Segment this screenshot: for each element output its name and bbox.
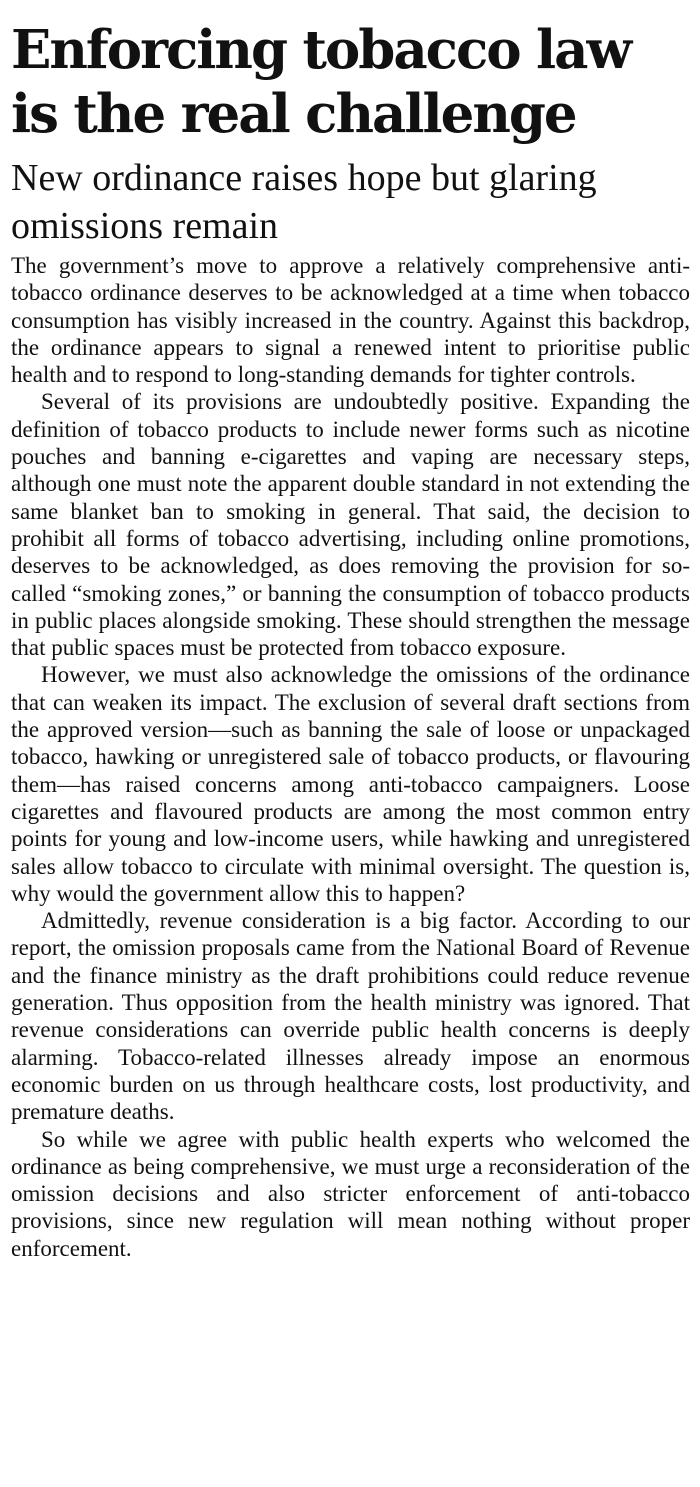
subheadline: New ordinance raises hope but glaring omissions remain <box>11 157 597 247</box>
paragraph-2: Several of its provisions are undoubtedly positive. Expanding the definition of tobacco products to include newer forms such as nicotine pouches and banning e-cigarettes and vaping are necessary steps, although one must note the apparent double standard in not extending the same blanket ban to smoking in general. That said, the decision to prohibit all forms of tobacco advertising, including online promotions, deserves to be acknowledged, as does removing the provision for so-called “smoking zones,” or banning the consumption of tobacco products in public places alongside smoking. These should strengthen the message that public spaces must be protected from tobacco exposure. <box>11 389 690 661</box>
article-body <box>11 252 690 1262</box>
paragraph-5: So while we agree with public health experts who welcomed the ordinance as being comprehensive, we must urge a reconsideration of the omission decisions and also stricter enforcement of anti-tobacco provisions, since new regulation will mean nothing without proper enforcement. <box>11 1126 690 1261</box>
paragraph-3: However, we must also acknowledge the omissions of the ordinance that can weaken its impact. The exclusion of several draft sections from the approved version—such as banning the sale of loose or unpackaged tobacco, hawking or unregistered sale of tobacco products, or flavouring them—has raised concerns among anti-tobacco campaigners. Loose cigarettes and flavoured products are among the most common entry points for young and low-income users, while hawking and unregistered sales allow tobacco to circulate with minimal oversight. The question is, why would the government allow this to happen? <box>11 662 690 906</box>
paragraph-4: Admittedly, revenue consideration is a big factor. According to our report, the omission proposals came from the National Board of Revenue and the finance ministry as the draft prohibitions could reduce revenue generation. Thus opposition from the health ministry was ignored. That revenue considerations can override public health concerns is deeply alarming. Tobacco-related illnesses already impose an enormous economic burden on us through healthcare costs, lost productivity, and premature deaths. <box>11 908 690 1125</box>
headline: Enforcing tobacco law is the real challenge <box>11 19 631 145</box>
paragraph-1: The government’s move to approve a relatively comprehensive anti-tobacco ordinance deserves to be acknowledged at a time when tobacco consumption has visibly increased in the country. Against this backdrop, the ordinance appears to signal a renewed intent to prioritise public health and to respond to long-standing demands for tighter controls. <box>11 253 690 388</box>
